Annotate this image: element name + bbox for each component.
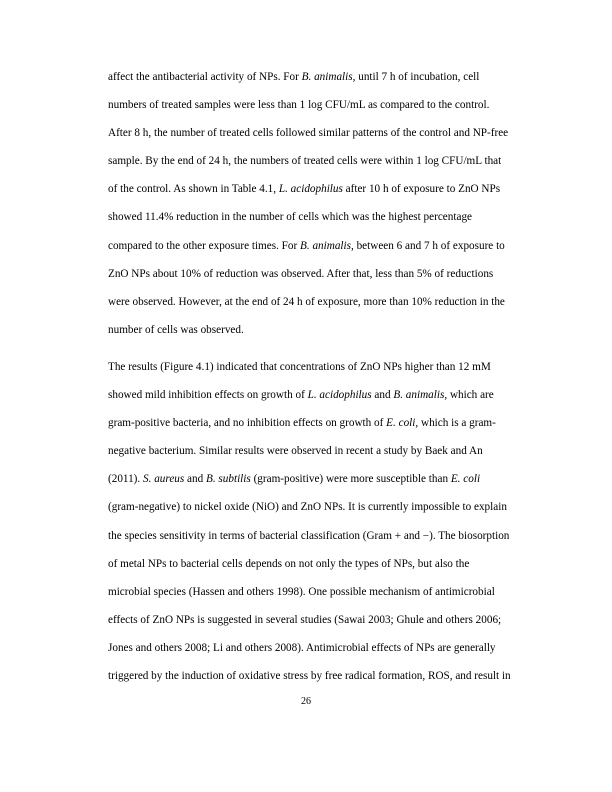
text-run: were observed. However, at the end of 24 h of exposure, more than 10% reduction in the — [108, 295, 505, 308]
paragraph-2 — [108, 353, 548, 690]
text-line — [108, 634, 548, 662]
text-line — [108, 662, 548, 690]
text-run: negative bacterium. Similar results were observed in recent a study by Baek and An — [108, 445, 483, 458]
text-run: sample. By the end of 24 h, the numbers of treated cells were within 1 log CFU/mL that — [108, 155, 502, 168]
text-run: triggered by the induction of oxidative stress by free radical formation, ROS, and result in — [108, 670, 511, 683]
page-number: 26 — [301, 696, 311, 707]
text-line — [108, 353, 548, 381]
text-line — [108, 63, 548, 91]
text-run: between 6 and 7 h of exposure to — [353, 239, 505, 252]
text-run: (gram-negative) to nickel oxide (NiO) and ZnO NPs. It is currently impossible to explain — [108, 501, 507, 514]
text-run: showed mild inhibition effects on growth of — [108, 389, 308, 402]
text-run: the species sensitivity in terms of bacterial classification (Gram + and −). The biosorption — [108, 529, 510, 542]
text-line — [108, 203, 548, 231]
text-run: and — [371, 389, 394, 402]
text-run: of the control. As shown in Table 4.1, — [108, 183, 279, 196]
text-line — [108, 91, 548, 119]
text-line — [108, 316, 548, 344]
text-line — [108, 493, 548, 521]
text-run: affect the antibacterial activity of NPs. For — [108, 71, 302, 83]
text-run: after 10 h of exposure to ZnO NPs — [342, 183, 501, 196]
text-run: Jones and others 2008; Li and others 2008). Antimicrobial effects of NPs are generally — [108, 641, 496, 654]
italic-species-name: S. aureus — [143, 473, 185, 486]
italic-species-name: L. acidophilus — [278, 183, 343, 196]
text-line — [108, 260, 548, 288]
text-line — [108, 437, 548, 465]
text-run: which is a gram- — [418, 417, 496, 430]
text-run: ZnO NPs about 10% of reduction was observed. After that, less than 5% of reductions — [108, 267, 494, 280]
text-run: effects of ZnO NPs is suggested in several studies (Sawai 2003; Ghule and others 2006; — [108, 613, 502, 626]
text-run: showed 11.4% reduction in the number of cells which was the highest percentage — [108, 211, 473, 224]
text-run: gram-positive bacteria, and no inhibition effects on growth of — [108, 417, 387, 430]
italic-species-name: B. subtilis — [206, 473, 251, 486]
italic-species-name: E. coli, — [386, 417, 419, 430]
text-run: The results (Figure 4.1) indicated that concentrations of ZnO NPs higher than 12 mM — [108, 361, 491, 373]
italic-species-name: B. animalis, — [301, 71, 356, 83]
text-run: number of cells was observed. — [108, 323, 244, 336]
text-line — [108, 606, 548, 634]
text-line — [108, 550, 548, 578]
text-line — [108, 288, 548, 316]
text-line — [108, 465, 548, 493]
text-line — [108, 147, 548, 175]
text-line — [108, 175, 548, 203]
text-run: of metal NPs to bacterial cells depends on not only the types of NPs, but also the — [108, 557, 470, 570]
italic-species-name: B. animalis, — [393, 389, 448, 402]
text-line — [108, 409, 548, 437]
text-run: compared to the other exposure times. For — [108, 239, 301, 252]
italic-species-name: E. coli — [450, 473, 481, 486]
text-line — [108, 232, 548, 260]
text-line — [108, 381, 548, 409]
paragraph-1 — [108, 63, 548, 344]
italic-species-name: L. acidophilus — [307, 389, 372, 402]
text-line — [108, 578, 548, 606]
text-run: numbers of treated samples were less than 1 log CFU/mL as compared to the control. — [108, 99, 490, 112]
text-line — [108, 522, 548, 550]
text-line — [108, 119, 548, 147]
text-run: microbial species (Hassen and others 1998). One possible mechanism of antimicrobial — [108, 585, 495, 598]
text-run: After 8 h, the number of treated cells followed similar patterns of the control and NP-free — [108, 127, 509, 140]
text-run: until 7 h of incubation, cell — [355, 71, 480, 83]
text-run: (2011). — [108, 473, 144, 486]
text-run: (gram-positive) were more susceptible than — [250, 473, 451, 486]
italic-species-name: B. animalis, — [300, 239, 354, 252]
text-run: and — [184, 473, 206, 486]
text-run: which are — [447, 389, 494, 402]
